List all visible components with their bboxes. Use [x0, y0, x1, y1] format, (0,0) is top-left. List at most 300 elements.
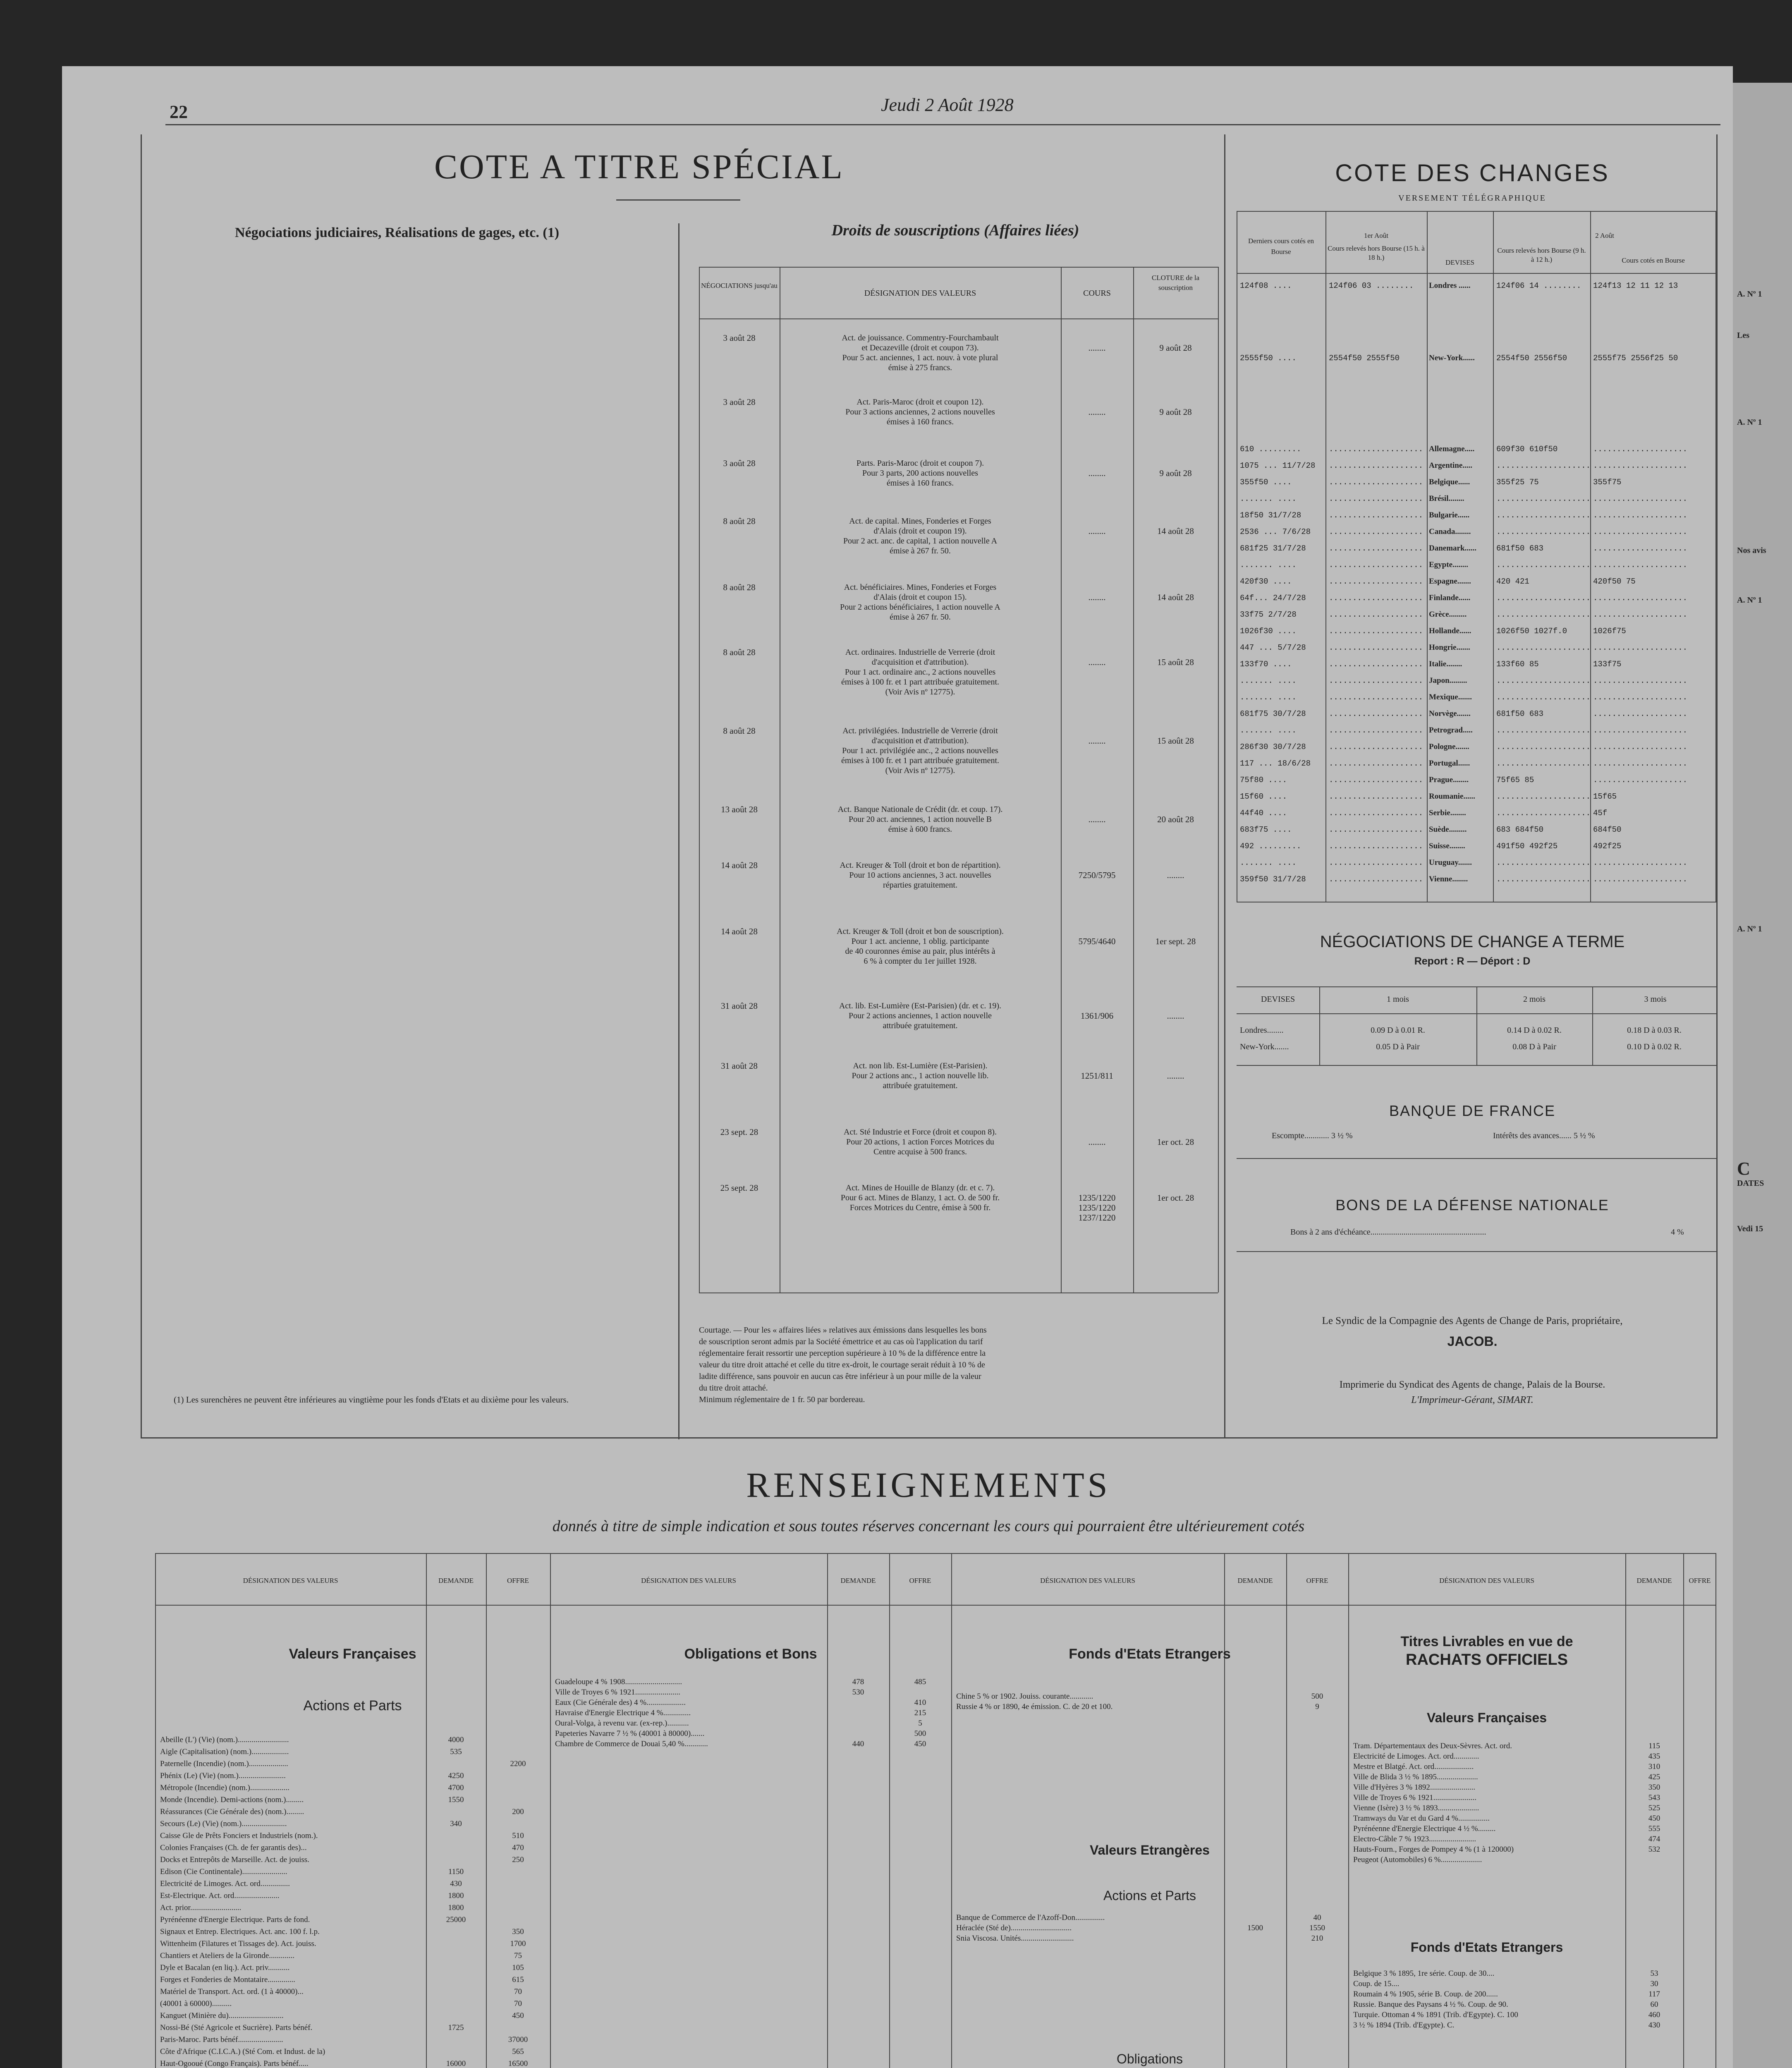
frame-right [1716, 134, 1718, 1437]
droits-row-designation-line: émise à 267 fr. 50. [890, 613, 951, 622]
change-dernier: 75f80 .... [1240, 776, 1287, 785]
rens-row-offre: 1550 [1309, 1924, 1325, 1932]
change-devise: Pologne....... [1429, 742, 1469, 751]
droits-row-designation-line: Act. Mines de Houille de Blanzy (dr. et c. 7). [845, 1183, 995, 1192]
droits-row-designation-line: Pour 2 actions anc., 1 action nouvelle lib. [852, 1071, 989, 1080]
change-hors1: .................... [1329, 560, 1424, 570]
change-dernier: 286f30 30/7/28 [1240, 742, 1306, 752]
rens-row-name: Réassurances (Cie Générale des) (nom.)......... [160, 1807, 304, 1816]
rens-row-offre: 40 [1313, 1913, 1321, 1922]
ch-col-bourse: Cours cotés en Bourse [1622, 256, 1685, 264]
rens-row-offre: 450 [914, 1740, 926, 1748]
change-bourse: 124f13 12 11 12 13 [1593, 281, 1678, 290]
left-footnote: (1) Les surenchères ne peuvent être inférieures au vingtième pour les fonds d'Etats et au dixième pour les valeurs. [174, 1395, 569, 1405]
tr-c1 [1319, 986, 1320, 1065]
rens-row-offre: 37000 [508, 2035, 528, 2044]
droits-row-designation-line: Pour 5 act. anciennes, 1 act. nouv. à vote plural [842, 353, 998, 362]
rens-row-offre: 70 [514, 1999, 522, 2008]
rens-col-rule [951, 1553, 952, 2068]
rens-row-name: Roumain 4 % 1905, série B. Coup. de 200...... [1353, 1990, 1498, 1999]
change-hors1: .................... [1329, 577, 1424, 586]
rens-row-name: Secours (Le) (Vie) (nom.)....................... [160, 1819, 287, 1828]
renseignements-subtitle: donnés à titre de simple indication et sous toutes réserves concernant les cours qui pourraient être ultérieurement cotés [552, 1517, 1305, 1535]
change-bourse: 15f65 [1593, 792, 1617, 801]
rens-col-rule-end [1715, 1553, 1716, 2068]
change-hors2: .................... [1496, 494, 1591, 503]
rens-row-demande: 478 [852, 1678, 864, 1686]
change-hors1: 124f06 03 ........ [1329, 281, 1414, 290]
rens-row-name: (40001 à 60000).......... [160, 1999, 232, 2008]
rens-row-offre: 210 [1311, 1934, 1323, 1943]
change-hors1: .................... [1329, 494, 1424, 503]
rg-top [155, 1553, 1716, 1554]
table-header-rule [699, 318, 1218, 319]
rens-row-name: Matériel de Transport. Act. ord. (1 à 40000)... [160, 1987, 304, 1996]
droits-row-cloture: 15 août 28 [1157, 736, 1194, 746]
rens-row-name: Ville d'Hyères 3 % 1892....................... [1353, 1783, 1476, 1792]
change-devise: New-York...... [1429, 354, 1475, 362]
rens-row-name: Est-Electrique. Act. ord....................... [160, 1891, 280, 1900]
change-hors2: 681f50 683 [1496, 709, 1544, 718]
banque-interets: Intérêts des avances...... 5 ½ % [1493, 1131, 1595, 1140]
change-hors1: .................... [1329, 825, 1424, 834]
rens-row-offre: 250 [512, 1855, 524, 1864]
rens-row-value: 435 [1648, 1752, 1660, 1761]
rens-col-rule [827, 1553, 828, 2068]
change-bourse: .................... [1593, 726, 1688, 735]
rens-row-name: Guadeloupe 4 % 1908............................. [555, 1678, 682, 1686]
terme-title: NÉGOCIATIONS DE CHANGE A TERME [1320, 933, 1625, 951]
droits-row-cours: ........ [1088, 468, 1106, 478]
rens-row-demande: 1550 [448, 1795, 464, 1804]
rens-col3-heading3: Obligations [1116, 2051, 1183, 2066]
rens-row-name: Ville de Troyes 6 % 1921....................... [555, 1688, 680, 1697]
droits-row-cloture: 9 août 28 [1159, 343, 1192, 353]
ch-col-devises: DEVISES [1445, 258, 1474, 266]
edge-fragment: A. Nº 1 [1737, 596, 1762, 605]
rens-row-offre: 350 [512, 1927, 524, 1936]
droits-row-designation-line: émise à 600 francs. [888, 825, 952, 834]
rens-row-offre: 75 [514, 1951, 522, 1960]
change-bourse: .................... [1593, 643, 1688, 652]
ch-head [1237, 273, 1716, 274]
droits-row-designation-line: attribuée gratuitement. [883, 1021, 958, 1030]
rens-row-name: Kanguet (Minière du)............................ [160, 2011, 284, 2020]
rens-row-name: Héraclée (Sté de)............................... [956, 1924, 1072, 1932]
rens-row-name: Chine 5 % or 1902. Jouiss. courante............ [956, 1692, 1093, 1701]
droits-row-designation-line: attribuée gratuitement. [883, 1081, 958, 1090]
rens-col-designation: DÉSIGNATION DES VALEURS [1040, 1577, 1135, 1585]
rens-row-value: 460 [1648, 2011, 1660, 2019]
rens-col4-heading2: Fonds d'Etats Etrangers [1410, 1940, 1563, 1955]
edge-fragment: Les [1737, 331, 1749, 340]
droits-row-cloture: ........ [1167, 1011, 1184, 1021]
rens-col-offre: OFFRE [909, 1577, 931, 1585]
droits-row-designation-line: Pour 6 act. Mines de Blanzy, 1 act. O. de 500 fr. [840, 1193, 1000, 1202]
rens-row-name: Wittenheim (Filatures et Tissages de). Act. jouiss. [160, 1939, 316, 1948]
change-dernier: 683f75 .... [1240, 825, 1292, 834]
droits-row-designation-line: (Voir Avis nº 12775). [885, 766, 955, 775]
change-devise: Egypte........ [1429, 560, 1468, 569]
rens-row-name: Tramways du Var et du Gard 4 %................ [1353, 1814, 1490, 1823]
banque-rule [1237, 1158, 1716, 1159]
droits-row-designation-line: Act. de capital. Mines, Fonderies et Forges [849, 517, 991, 526]
change-devise: Prague........ [1429, 776, 1469, 784]
col-designation: DÉSIGNATION DES VALEURS [864, 289, 976, 298]
change-hors2: .................... [1496, 461, 1591, 470]
droits-row-cloture: 14 août 28 [1157, 592, 1194, 602]
rens-row-offre: 500 [914, 1729, 926, 1738]
cote-special-title: COTE A TITRE SPÉCIAL [434, 148, 844, 186]
edge-fragment: A. Nº 1 [1737, 418, 1762, 427]
change-dernier: 18f50 31/7/28 [1240, 511, 1302, 520]
droits-row-date: 31 août 28 [721, 1061, 758, 1071]
change-hors2: 124f06 14 ........ [1496, 281, 1581, 290]
droits-row-cours: ........ [1088, 657, 1106, 667]
droits-row-designation-line: Act. de jouissance. Commentry-Fourchambault [842, 333, 999, 342]
rens-row-name: Ville de Troyes 6 % 1921...................... [1353, 1793, 1477, 1802]
change-dernier: 2555f50 .... [1240, 354, 1297, 363]
change-dernier: ....... .... [1240, 494, 1297, 503]
droits-row-cours: ........ [1088, 407, 1106, 417]
change-bourse: .................... [1593, 594, 1688, 603]
col-cloture: CLOTURE de la souscription [1151, 274, 1200, 292]
droits-row-designation-line: Pour 2 actions bénéficiaires, 1 action nouvelle A [840, 603, 1000, 612]
change-hors1: .................... [1329, 709, 1424, 718]
rens-row-offre: 105 [512, 1963, 524, 1972]
rens-col3-heading: Fonds d'Etats Etrangers [1069, 1646, 1231, 1662]
droits-row-cloture: 1er oct. 28 [1157, 1193, 1194, 1203]
droits-row-designation-line: émise à 275 francs. [888, 363, 952, 372]
change-hors2: .................... [1496, 858, 1591, 867]
droits-row-cloture: 15 août 28 [1157, 657, 1194, 667]
droits-row-cloture: 14 août 28 [1157, 526, 1194, 536]
courtage-line: valeur du titre droit attaché et celle du titre ex-droit, le courtage serait réduit à 10 % de [699, 1360, 985, 1369]
rens-row-name: Peugeot (Automobiles) 6 %..................... [1353, 1855, 1482, 1864]
droits-row-designation-line: Pour 2 act. anc. de capital, 1 action nouvelle A [843, 536, 998, 546]
edge-fragment: Vedi 15 [1737, 1224, 1763, 1233]
courtage-line: du titre droit attaché. [699, 1383, 768, 1393]
rens-row-value: 115 [1648, 1742, 1660, 1750]
rens-col-offre: OFFRE [1306, 1577, 1328, 1585]
rens-row-value: 555 [1648, 1824, 1660, 1833]
rens-row-offre: 470 [512, 1843, 524, 1852]
droits-row-designation-line: Pour 20 actions, 1 action Forces Motrices du [846, 1137, 994, 1146]
rens-row-name: Pyrénéenne d'Energie Electrique 4 ½ %......... [1353, 1824, 1496, 1833]
droits-row-designation-line: Parts. Paris-Maroc (droit et coupon 7). [856, 459, 984, 468]
change-dernier: 681f75 30/7/28 [1240, 709, 1306, 718]
change-dernier: 681f25 31/7/28 [1240, 544, 1306, 553]
terme-m3: 0.10 D à 0.02 R. [1627, 1042, 1682, 1051]
change-hors2: .................... [1496, 643, 1591, 652]
droits-row-cours: ........ [1088, 592, 1106, 602]
col-rule-2 [1061, 267, 1062, 1292]
droits-row-designation-line: de 40 couronnes émise au pair, plus intérêts à [845, 947, 995, 956]
rens-row-offre: 565 [512, 2047, 524, 2056]
change-devise: Finlande...... [1429, 594, 1471, 602]
tr-col-1: 1 mois [1387, 995, 1409, 1004]
droits-row-date: 13 août 28 [721, 804, 758, 814]
change-dernier: 124f08 .... [1240, 281, 1292, 290]
rens-row-offre: 410 [914, 1698, 926, 1707]
rens-row-name: Forges et Fonderies de Montataire.............. [160, 1975, 295, 1984]
change-hors1: .................... [1329, 445, 1424, 454]
change-hors2: .................... [1496, 742, 1591, 752]
courtage-line: réglementaire ferait ressortir une perception supérieure à 10 % de la différence entre la [699, 1349, 986, 1358]
change-bourse: 420f50 75 [1593, 577, 1636, 586]
droits-row-date: 3 août 28 [723, 333, 756, 343]
droits-row-cours: 1235/1220 1235/1220 1237/1220 [1078, 1193, 1116, 1223]
droits-row-date: 8 août 28 [723, 647, 756, 657]
change-devise: Mexique....... [1429, 693, 1472, 701]
change-hors1: .................... [1329, 627, 1424, 636]
rens-col-rule [1286, 1553, 1287, 2068]
ch-col5 [1715, 211, 1716, 902]
droits-row-cloture: 9 août 28 [1159, 468, 1192, 478]
rens-row-offre: 1700 [510, 1939, 526, 1948]
syndic-line1: Le Syndic de la Compagnie des Agents de Change de Paris, propriétaire, [1322, 1315, 1623, 1326]
tr-col-3: 3 mois [1644, 995, 1667, 1004]
change-devise: Argentine..... [1429, 461, 1473, 470]
rens-col-rule [1683, 1553, 1684, 2068]
change-devise: Petrograd..... [1429, 726, 1473, 735]
change-devise: Hongrie....... [1429, 643, 1470, 652]
change-hors1: .................... [1329, 776, 1424, 785]
terme-devise: New-York....... [1240, 1042, 1289, 1051]
rens-row-demande: 4700 [448, 1783, 464, 1792]
rg-head [155, 1605, 1716, 1606]
rens-row-name: Electro-Câble 7 % 1923........................ [1353, 1835, 1476, 1843]
change-dernier: 133f70 .... [1240, 660, 1292, 669]
rens-row-name: Paternelle (Incendie) (nom.).................... [160, 1759, 288, 1768]
change-devise: Grèce......... [1429, 610, 1467, 619]
rens-row-name: Belgique 3 % 1895, 1re série. Coup. de 30.... [1353, 1969, 1495, 1978]
droits-row-cours: 7250/5795 [1078, 870, 1116, 880]
rens-row-name: Vienne (Isère) 3 ½ % 1893..................... [1353, 1804, 1479, 1812]
droits-row-date: 25 sept. 28 [720, 1183, 758, 1193]
change-hors1: .................... [1329, 792, 1424, 801]
change-dernier: 117 ... 18/6/28 [1240, 759, 1311, 768]
rens-row-name: Colonies Françaises (Ch. de fer garantis des)... [160, 1843, 307, 1852]
change-devise: Norvège....... [1429, 709, 1471, 718]
change-devise: Brésil........ [1429, 494, 1464, 503]
frame-bottom [141, 1437, 1718, 1439]
change-hors2: 609f30 610f50 [1496, 445, 1558, 454]
rens-col-demande: DEMANDE [438, 1577, 474, 1585]
rens-row-name: Edison (Cie Continentale)....................... [160, 1867, 287, 1876]
droits-row-designation-line: d'Alais (droit et coupon 15). [873, 593, 967, 602]
tr-bottom [1237, 1065, 1716, 1066]
rens-row-demande: 16000 [446, 2059, 466, 2068]
col-rule-3 [1133, 267, 1134, 1292]
droits-row-designation-line: Act. privilégiées. Industrielle de Verrerie (droit [842, 726, 998, 735]
droits-row-cours: ........ [1088, 343, 1106, 353]
change-hors1: .................... [1329, 858, 1424, 867]
rens-col-demande: DEMANDE [840, 1577, 876, 1585]
droits-row-designation-line: Act. ordinaires. Industrielle de Verrerie (droit [845, 648, 995, 657]
rens-row-value: 425 [1648, 1773, 1660, 1781]
change-bourse: .................... [1593, 759, 1688, 768]
droits-row-designation-line: Act. Paris-Maroc (droit et coupon 12). [857, 397, 984, 407]
droits-row-date: 8 août 28 [723, 582, 756, 592]
rens-row-name: Eaux (Cie Générale des) 4 %.................... [555, 1698, 686, 1707]
renseignements-title: RENSEIGNEMENTS [746, 1465, 1111, 1505]
droits-souscriptions-title: Droits de souscriptions (Affaires liées) [831, 222, 1079, 239]
banque-title: BANQUE DE FRANCE [1389, 1102, 1556, 1119]
rens-row-name: Havraise d'Energie Electrique 4 %.............. [555, 1709, 691, 1717]
droits-row-designation-line: Act. lib. Est-Lumière (Est-Parisien) (dr. et c. 19). [839, 1001, 1002, 1010]
rens-row-offre: 215 [914, 1709, 926, 1717]
change-hors2: 491f50 492f25 [1496, 842, 1558, 851]
change-hors1: .................... [1329, 610, 1424, 619]
change-hors2: .................... [1496, 560, 1591, 570]
syndic-line3: L'Imprimeur-Gérant, SIMART. [1411, 1395, 1534, 1405]
droits-row-cours: 1361/906 [1080, 1011, 1114, 1021]
rens-row-name: Electricité de Limoges. Act. ord............... [160, 1879, 290, 1888]
rens-row-name: Abeille (L') (Vie) (nom.).......................... [160, 1735, 289, 1744]
rens-row-name: Tram. Départementaux des Deux-Sèvres. Act. ord. [1353, 1742, 1512, 1750]
rens-row-name: Pyrénéenne d'Energie Electrique. Parts de fond. [160, 1915, 310, 1924]
rens-col3-subheading2: Actions et Parts [1103, 1888, 1196, 1903]
droits-row-cloture: 1er sept. 28 [1155, 936, 1196, 946]
rens-row-name: Aigle (Capitalisation) (nom.)................... [160, 1747, 289, 1756]
rens-col4-heading-b: RACHATS OFFICIELS [1406, 1651, 1568, 1668]
ch-col-releves2: Cours relevés hors Bourse (9 h. à 12 h.) [1497, 247, 1586, 263]
bons-rate: 4 % [1671, 1228, 1684, 1237]
droits-row-date: 14 août 28 [721, 926, 758, 936]
change-devise: Hollande...... [1429, 627, 1471, 635]
droits-row-designation-line: Act. Kreuger & Toll (droit et bon de souscription). [837, 927, 1004, 936]
col-rule-4 [1218, 267, 1219, 1292]
change-hors1: .................... [1329, 676, 1424, 685]
change-devise: Allemagne..... [1429, 445, 1475, 453]
change-devise: Italie........ [1429, 660, 1462, 668]
change-hors1: 2554f50 2555f50 [1329, 354, 1400, 363]
change-hors1: .................... [1329, 693, 1424, 702]
change-dernier: ....... .... [1240, 693, 1297, 702]
rens-col-rule [1224, 1553, 1225, 2068]
change-bourse: .................... [1593, 527, 1688, 536]
droits-row-date: 3 août 28 [723, 397, 756, 407]
rens-row-name: 3 ½ % 1894 (Trib. d'Egypte). C. [1353, 2021, 1455, 2030]
terme-devise: Londres........ [1240, 1026, 1284, 1035]
change-bourse: 492f25 [1593, 842, 1622, 851]
rens-row-name: Nossi-Bé (Sté Agricole et Sucrière). Parts bénéf. [160, 2023, 313, 2032]
rens-row-demande: 25000 [446, 1915, 466, 1924]
droits-row-date: 23 sept. 28 [720, 1127, 758, 1137]
droits-row-designation-line: émise à 267 fr. 50. [890, 546, 951, 555]
courtage-line: Minimum réglementaire de 1 fr. 50 par bordereau. [699, 1395, 865, 1404]
header-rule [165, 124, 1720, 125]
change-bourse: .................... [1593, 610, 1688, 619]
rens-row-name: Métropole (Incendie) (nom.).................... [160, 1783, 289, 1792]
change-bourse: .................... [1593, 461, 1688, 470]
change-hors2: .................... [1496, 693, 1591, 702]
rens-row-name: Caisse Gle de Prêts Fonciers et Industriels (nom.). [160, 1831, 318, 1840]
change-bourse: .................... [1593, 511, 1688, 520]
page-date: Jeudi 2 Août 1928 [881, 95, 1014, 115]
change-devise: Danemark...... [1429, 544, 1477, 553]
change-hors2: 355f25 75 [1496, 478, 1539, 487]
col-negociations: NÉGOCIATIONS jusqu'au [701, 282, 778, 290]
change-hors2: 683 684f50 [1496, 825, 1544, 834]
change-hors2: 2554f50 2556f50 [1496, 354, 1567, 363]
droits-row-designation-line: Pour 3 parts, 200 actions nouvelles [862, 469, 978, 478]
frame-divider [1224, 134, 1225, 1437]
rens-row-name: Ville de Blida 3 ½ % 1895..................... [1353, 1773, 1478, 1781]
frame-left [141, 134, 142, 1437]
droits-row-cours: 5795/4640 [1078, 936, 1116, 946]
table-top-rule [699, 267, 1218, 268]
rens-row-offre: 450 [512, 2011, 524, 2020]
rens-row-value: 60 [1650, 2000, 1658, 2009]
change-devise: Japon......... [1429, 676, 1467, 685]
change-hors1: .................... [1329, 726, 1424, 735]
change-devise: Uruguay....... [1429, 858, 1472, 867]
droits-row-designation-line: Act. Kreuger & Toll (droit et bon de répartition). [840, 861, 1001, 870]
droits-row-date: 14 août 28 [721, 860, 758, 870]
rens-row-value: 543 [1648, 1793, 1660, 1802]
droits-row-cloture: 9 août 28 [1159, 407, 1192, 417]
rens-row-name: Dyle et Bacalan (en liq.). Act. priv........... [160, 1963, 290, 1972]
droits-row-designation-line: réparties gratuitement. [883, 881, 957, 890]
change-devise: Serbie........ [1429, 809, 1466, 817]
rens-row-name: Papeteries Navarre 7 ½ % (40001 à 80000)....... [555, 1729, 705, 1738]
rens-row-demande: 530 [852, 1688, 864, 1697]
courtage-line: ladite différence, sans pouvoir en aucun cas être inférieur à un pour mille de la valeur [699, 1372, 981, 1381]
droits-row-cours: ........ [1088, 736, 1106, 746]
rens-row-value: 430 [1648, 2021, 1660, 2030]
change-bourse: .................... [1593, 676, 1688, 685]
rens-row-value: 350 [1648, 1783, 1660, 1792]
change-hors1: .................... [1329, 594, 1424, 603]
change-bourse: 355f75 [1593, 478, 1622, 487]
change-bourse: .................... [1593, 494, 1688, 503]
rens-row-name: Snia Viscosa. Unités........................... [956, 1934, 1074, 1943]
change-hors2: .................... [1496, 511, 1591, 520]
rens-row-name: Monde (Incendie). Demi-actions (nom.)......... [160, 1795, 304, 1804]
change-dernier: ....... .... [1240, 560, 1297, 570]
rens-row-demande: 1500 [1247, 1924, 1263, 1932]
banque-escompte: Escompte............ 3 ½ % [1272, 1131, 1353, 1140]
droits-row-designation-line: Centre acquise à 500 francs. [873, 1147, 967, 1156]
change-dernier: 447 ... 5/7/28 [1240, 643, 1306, 652]
inner-divider [678, 223, 679, 1439]
terme-m1: 0.09 D à 0.01 R. [1371, 1026, 1425, 1035]
syndic-line2: Imprimerie du Syndicat des Agents de change, Palais de la Bourse. [1339, 1379, 1605, 1390]
rens-row-value: 532 [1648, 1845, 1660, 1854]
change-hors2: 1026f50 1027f.0 [1496, 627, 1567, 636]
change-hors2: .................... [1496, 875, 1591, 884]
change-dernier: ....... .... [1240, 676, 1297, 685]
droits-row-designation-line: Pour 20 act. anciennes, 1 action nouvelle B [848, 815, 992, 824]
droits-row-designation-line: Pour 3 actions anciennes, 2 actions nouvelles [845, 407, 995, 416]
droits-row-designation-line: 6 % à compter du 1er juillet 1928. [864, 957, 977, 966]
droits-row-designation-line: Pour 1 act. ancienne, 1 oblig. participante [851, 937, 989, 946]
droits-row-designation-line: Act. non lib. Est-Lumière (Est-Parisien). [853, 1061, 988, 1070]
change-dernier: 44f40 .... [1240, 809, 1287, 818]
droits-row-cours: ........ [1088, 1137, 1106, 1147]
change-bourse: .................... [1593, 858, 1688, 867]
rens-col3-heading2: Valeurs Etrangères [1090, 1843, 1210, 1857]
ch-col3 [1493, 211, 1494, 902]
change-hors2: .................... [1496, 610, 1591, 619]
change-hors2: 681f50 683 [1496, 544, 1544, 553]
syndic-name: JACOB. [1447, 1334, 1498, 1349]
droits-row-designation-line: (Voir Avis nº 12775). [885, 687, 955, 697]
change-hors2: .................... [1496, 527, 1591, 536]
rens-row-value: 310 [1648, 1762, 1660, 1771]
